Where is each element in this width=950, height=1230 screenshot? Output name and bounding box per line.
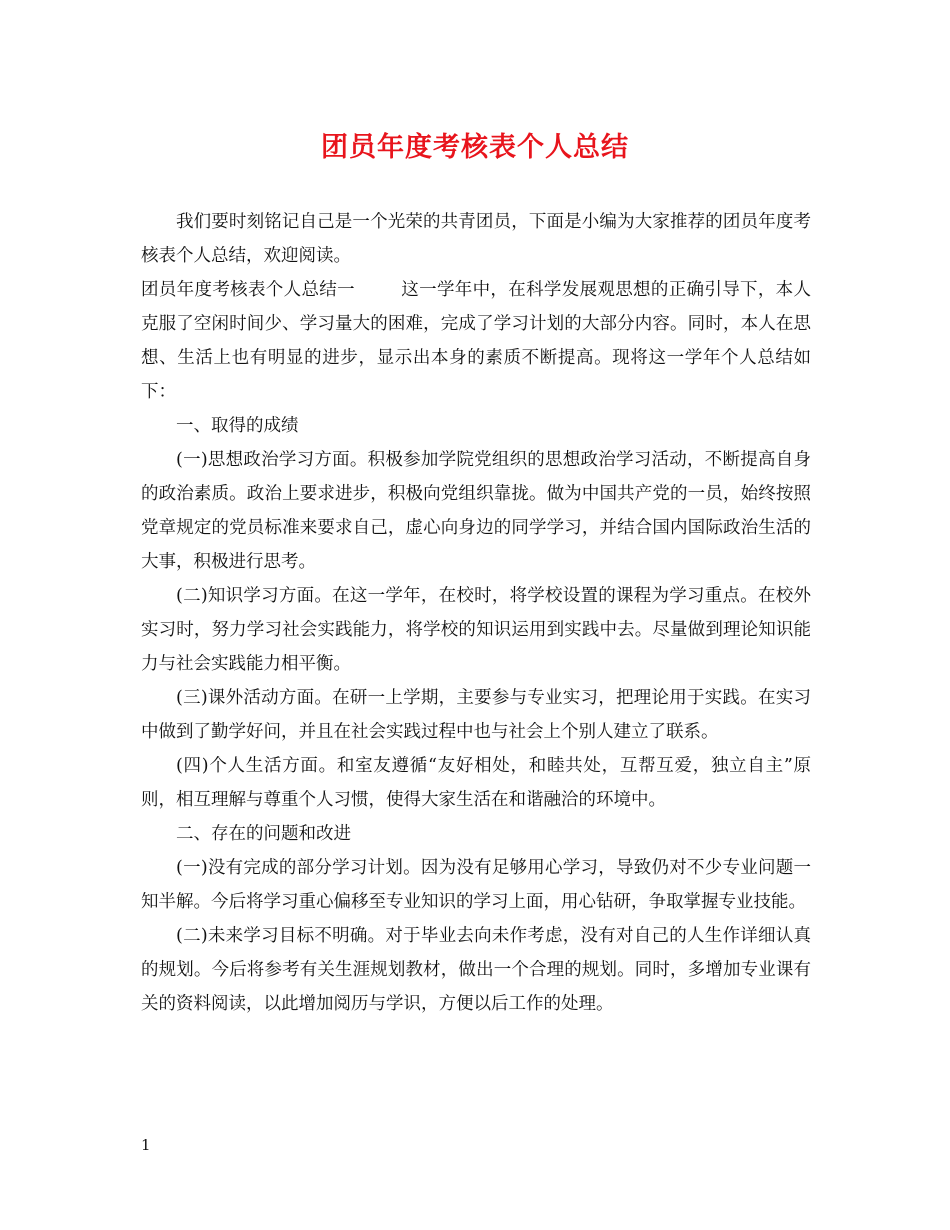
intro-paragraph: 我们要时刻铭记自己是一个光荣的共青团员，下面是小编为大家推荐的团员年度考核表个人总结，欢迎阅读。 [141, 212, 811, 266]
paragraph-extracurricular: (三)课外活动方面。在研一上学期，主要参与专业实习，把理论用于实践。在实习中做到了勤学好问，并且在社会实践过程中也与社会上个别人建立了联系。 [141, 688, 811, 742]
paragraph-personal-life: (四)个人生活方面。和室友遵循“友好相处，和睦共处，互帮互爱，独立自主”原则，相互理解与尊重个人习惯，使得大家生活在和谐融洽的环境中。 [141, 756, 811, 810]
document-title: 团员年度考核表个人总结 [321, 132, 629, 163]
paragraph-knowledge-study: (二)知识学习方面。在这一学年，在校时，将学校设置的课程为学习重点。在校外实习时，努力学习社会实践能力，将学校的知识运用到实践中去。尽量做到理论知识能力与社会实践能力相平衡。 [141, 586, 811, 674]
section-label: 团员年度考核表个人总结一 [141, 280, 355, 300]
section-opening-text: 这一学年中，在科学发展观思想的正确引导下，本人克服了空闲时间少、学习量大的困难，完成了学习计划的大部分内容。同时，本人在思想、生活上也有明显的进步，显示出本身的素质不断提高。现将这一学年个人总结如下： [141, 280, 812, 402]
paragraph-incomplete-plan: (一)没有完成的部分学习计划。因为没有足够用心学习，导致仍对不少专业问题一知半解。今后将学习重心偏移至专业知识的学习上面，用心钻研，争取掌握专业技能。 [141, 858, 811, 912]
section-opening-paragraph [141, 273, 811, 409]
paragraph-political-study: (一)思想政治学习方面。积极参加学院党组织的思想政治学习活动，不断提高自身的政治素质。政治上要求进步，积极向党组织靠拢。做为中国共产党的一员，始终按照党章规定的党员标准来要求自己，虚心向身边的同学学习，并结合国内国际政治生活的大事，积极进行思考。 [141, 450, 811, 572]
heading-achievements: 一、取得的成绩 [176, 416, 299, 436]
page-number: 1 [141, 1136, 151, 1154]
paragraph-unclear-goals: (二)未来学习目标不明确。对于毕业去向未作考虑，没有对自己的人生作详细认真的规划。今后将参考有关生涯规划教材，做出一个合理的规划。同时，多增加专业课有关的资料阅读，以此增加阅历与学识，方便以后工作的处理。 [141, 926, 811, 1014]
heading-problems: 二、存在的问题和改进 [176, 824, 351, 844]
document-body [141, 205, 811, 1021]
